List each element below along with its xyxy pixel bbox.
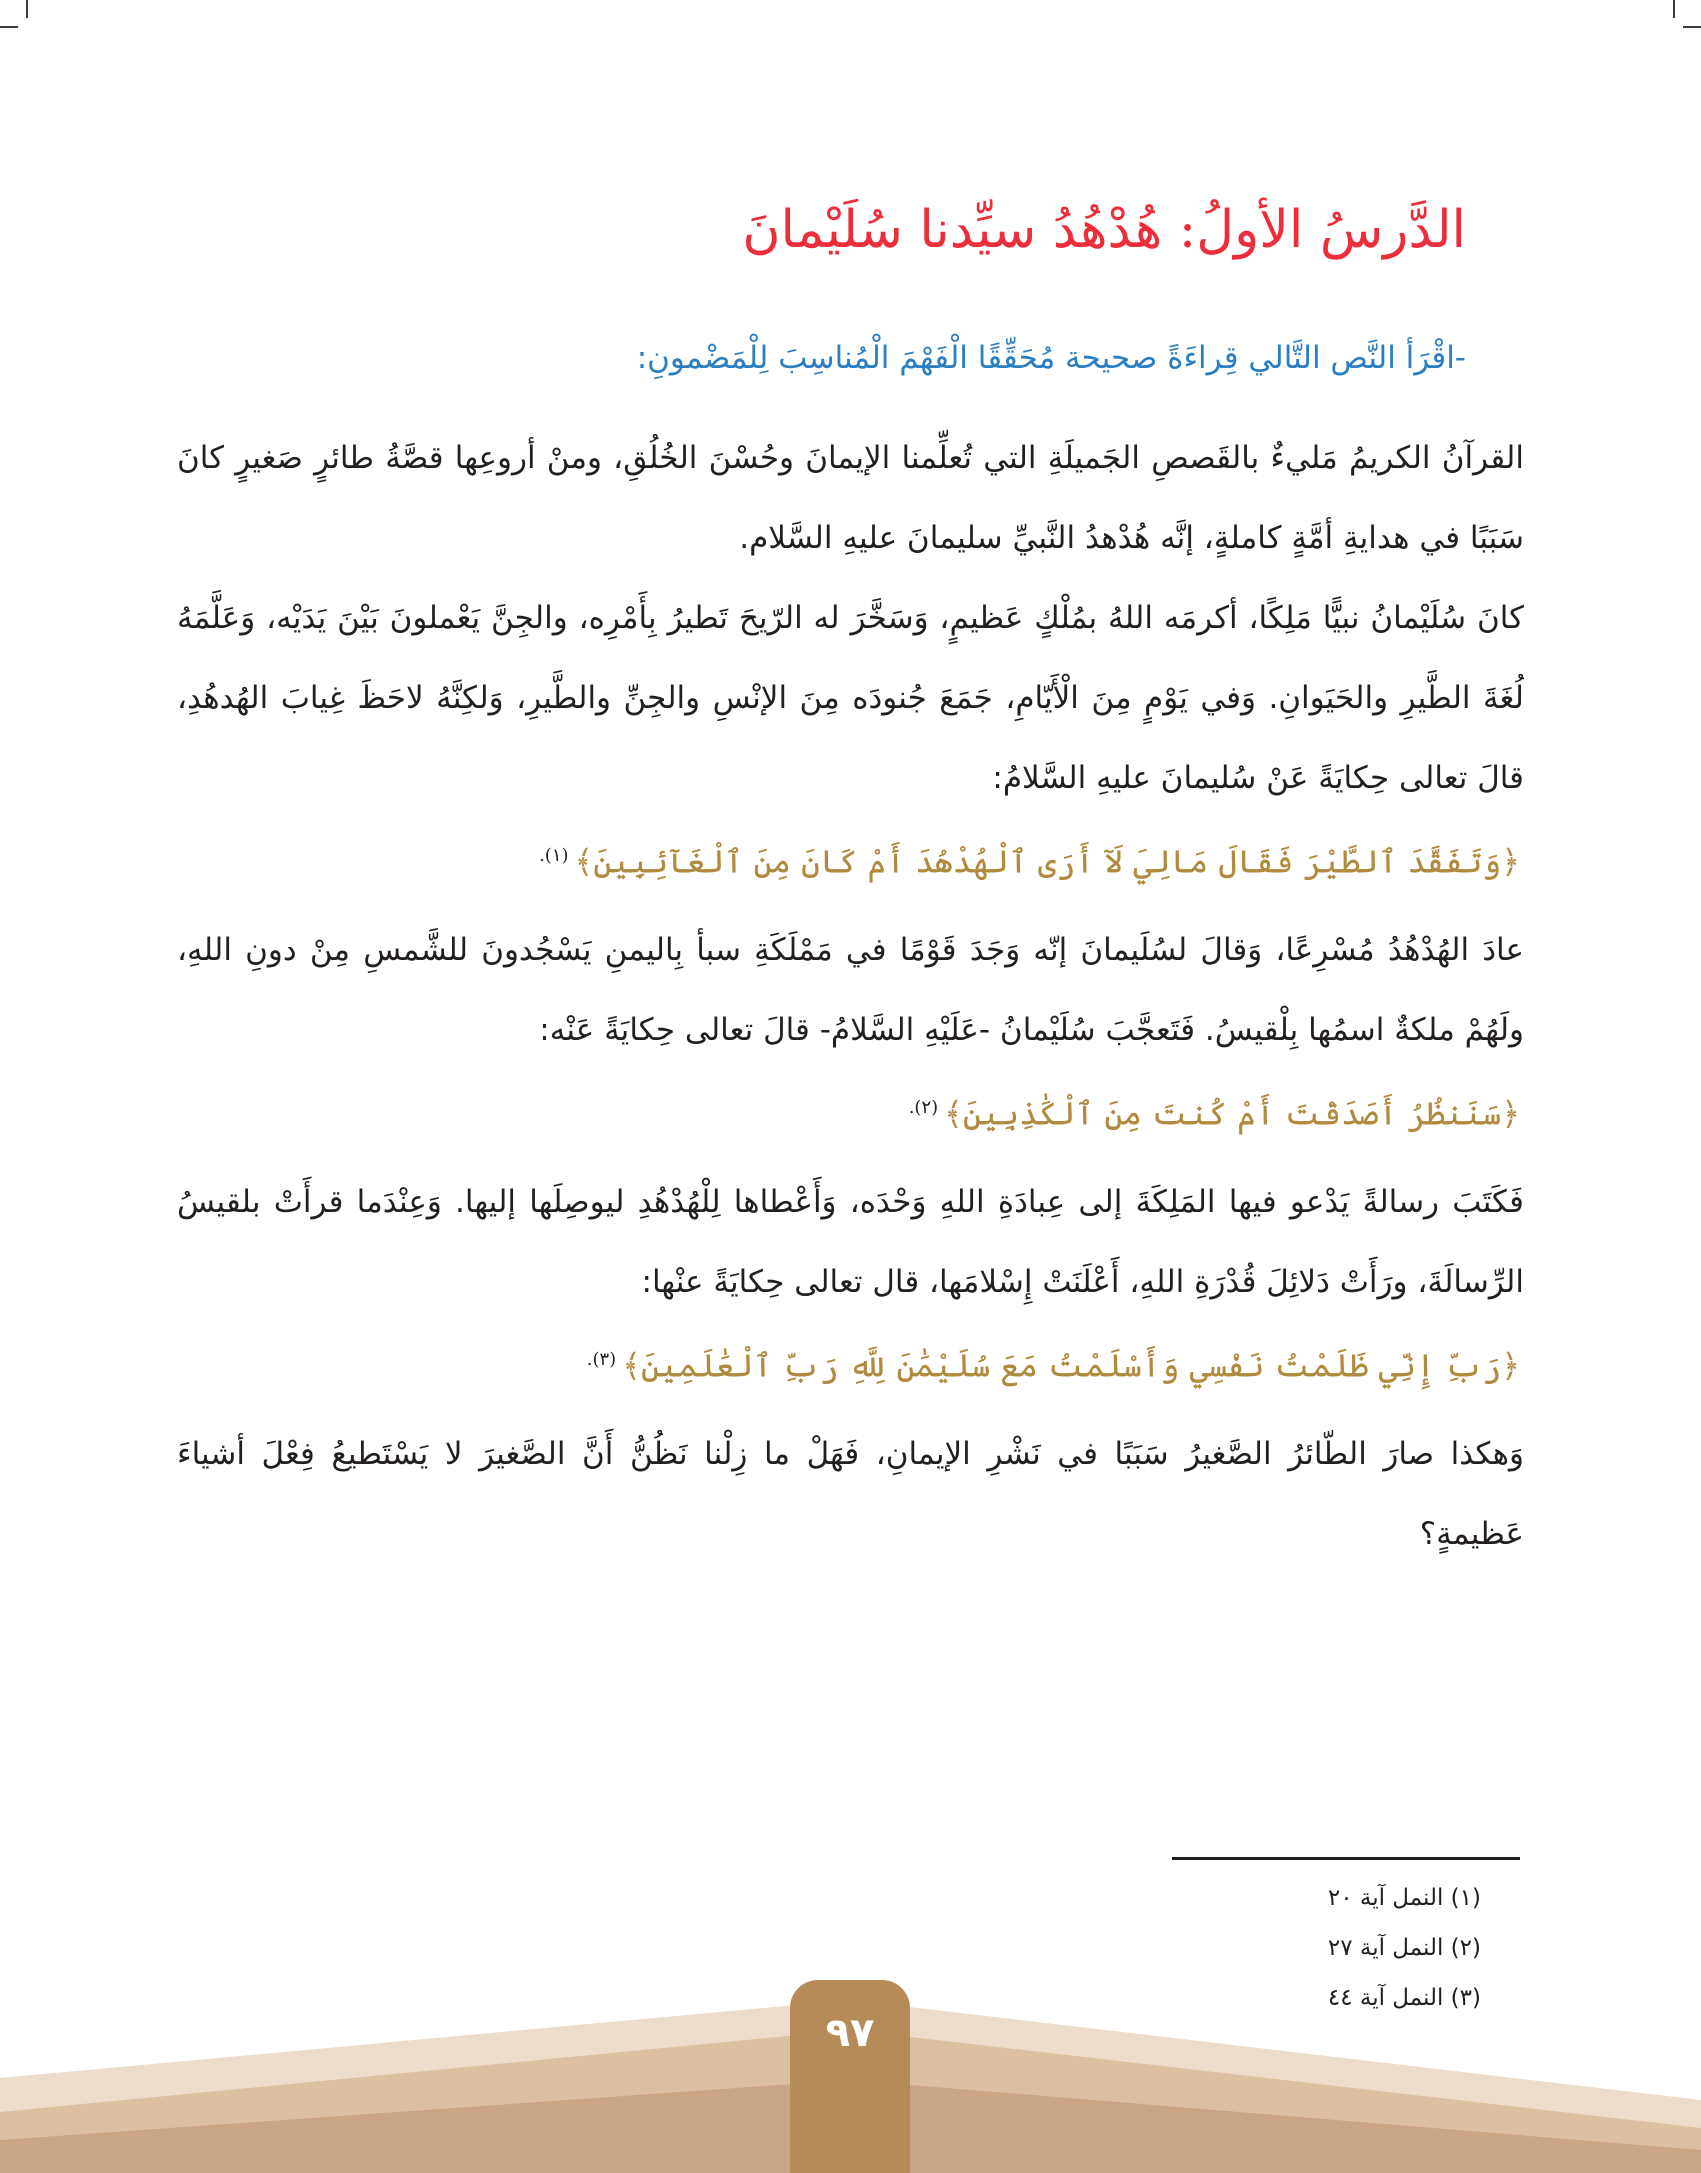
verse-2-text: ﴿سَنَنظُرُ أَصَدَقْتَ أَمْ كُنتَ مِنَ ٱلْكَٰذِبِينَ﴾ xyxy=(944,1094,1520,1133)
verse-1-reference: (١). xyxy=(539,845,569,866)
lesson-title: الدَّرسُ الأولُ: هُدْهُدُ سيِّدنا سُلَيْمانَ xyxy=(742,200,1466,260)
paragraph-solomon: كانَ سُلَيْمانُ نبيًّا مَلِكًا، أكرمَه اللهُ بمُلْكٍ عَظيمٍ، وَسَخَّرَ له الرّيحَ تَطيرُ بِأَمْرِه، والجِنَّ يَعْملونَ بَيْنَ يَدَيْه، وَعَلَّمَهُ لُغَةَ الطَّيرِ والحَيَوانِ. وَفي يَوْمٍ مِنَ الْأَيّامِ، جَمَعَ جُنودَه مِنَ الإنْسِ والجِنِّ والطَّيرِ، وَلكِنَّهُ لاحَظَ غِيابَ الهُدهُدِ، قالَ تعالى حِكايَةً عَنْ سُليمانَ عليهِ السَّلامُ: xyxy=(177,600,1524,796)
verse-1-text: ﴿وَتَفَقَّدَ ٱلطَّيْرَ فَقَالَ مَالِيَ لَآ أَرَى ٱلْهُدْهُدَ أَمْ كَانَ مِنَ ٱلْغَآئِبِينَ﴾ xyxy=(574,842,1520,881)
paragraph-intro: القرآنُ الكريمُ مَليءٌ بالقَصصِ الجَميلَةِ التي تُعلِّمنا الإيمانَ وحُسْنَ الخُلُقِ، ومنْ أروعِها قصَّةُ طائرٍ صَغيرٍ كانَ سَبَبًا في هدايةِ أمَّةٍ كاملةٍ، إنَّه هُدْهدُ النَّبيِّ سليمانَ عليهِ السَّلام. xyxy=(177,440,1524,556)
footnote-3: (٣) النمل آية ٤٤ xyxy=(1327,1985,1481,2011)
paragraph-hoopoe-return: عادَ الهُدْهُدُ مُسْرِعًا، وَقالَ لسُلَيمانَ إنّه وَجَدَ قَوْمًا في مَمْلَكَةِ سبأ بِاليمنِ يَسْجُدونَ للشَّمسِ مِنْ دونِ اللهِ، ولَهُمْ ملكةٌ اسمُها بِلْقيسُ. فَتَعجَّبَ سُلَيْمانُ -عَلَيْهِ السَّلامُ- قالَ تعالى حِكايَةً عَنْه: xyxy=(177,932,1524,1048)
verse-3-reference: (٣). xyxy=(586,1349,617,1370)
page-number: ٩٧ xyxy=(825,2010,875,2056)
footnote-1: (١) النمل آية ٢٠ xyxy=(1327,1885,1481,1911)
paragraph-letter: فَكَتَبَ رسالةً يَدْعو فيها المَلِكَةَ إلى عِبادَةِ اللهِ وَحْدَه، وَأَعْطاها لِلْهُدْهُدِ ليوصِلَها إليها. وَعِنْدَما قرأَتْ بلقيسُ الرِّسالَةَ، ورَأَتْ دَلائِلَ قُدْرَةِ اللهِ، أَعْلَنَتْ إِسْلامَها، قال تعالى حِكايَةً عنْها: xyxy=(177,1184,1524,1300)
footnote-2: (٢) النمل آية ٢٧ xyxy=(1327,1935,1481,1961)
verse-3-text: ﴿رَبِّ إِنِّي ظَلَمْتُ نَفْسِي وَأَسْلَمْتُ مَعَ سُلَيْمَٰنَ لِلَّهِ رَبِّ ٱلْعَٰلَمِينَ﴾ xyxy=(622,1346,1520,1385)
page-number-tab xyxy=(790,1980,910,2173)
verse-2-reference: (٢). xyxy=(908,1097,939,1118)
paragraph-conclusion: وَهكذا صارَ الطّائرُ الصَّغيرُ سَبَبًا في نَشْرِ الإيمانِ، فَهَلْ ما زِلْنا نَظُنُّ أَنَّ الصَّغيرَ لا يَسْتَطيعُ فِعْلَ أشياءَ عَظيمةٍ؟ xyxy=(177,1436,1524,1552)
reading-instruction: -اقْرَأ النَّص التَّالي قِراءَةً صحيحة مُحَقِّقًا الْفَهْمَ الْمُناسِبَ لِلْمَضْمونِ: xyxy=(636,340,1466,376)
